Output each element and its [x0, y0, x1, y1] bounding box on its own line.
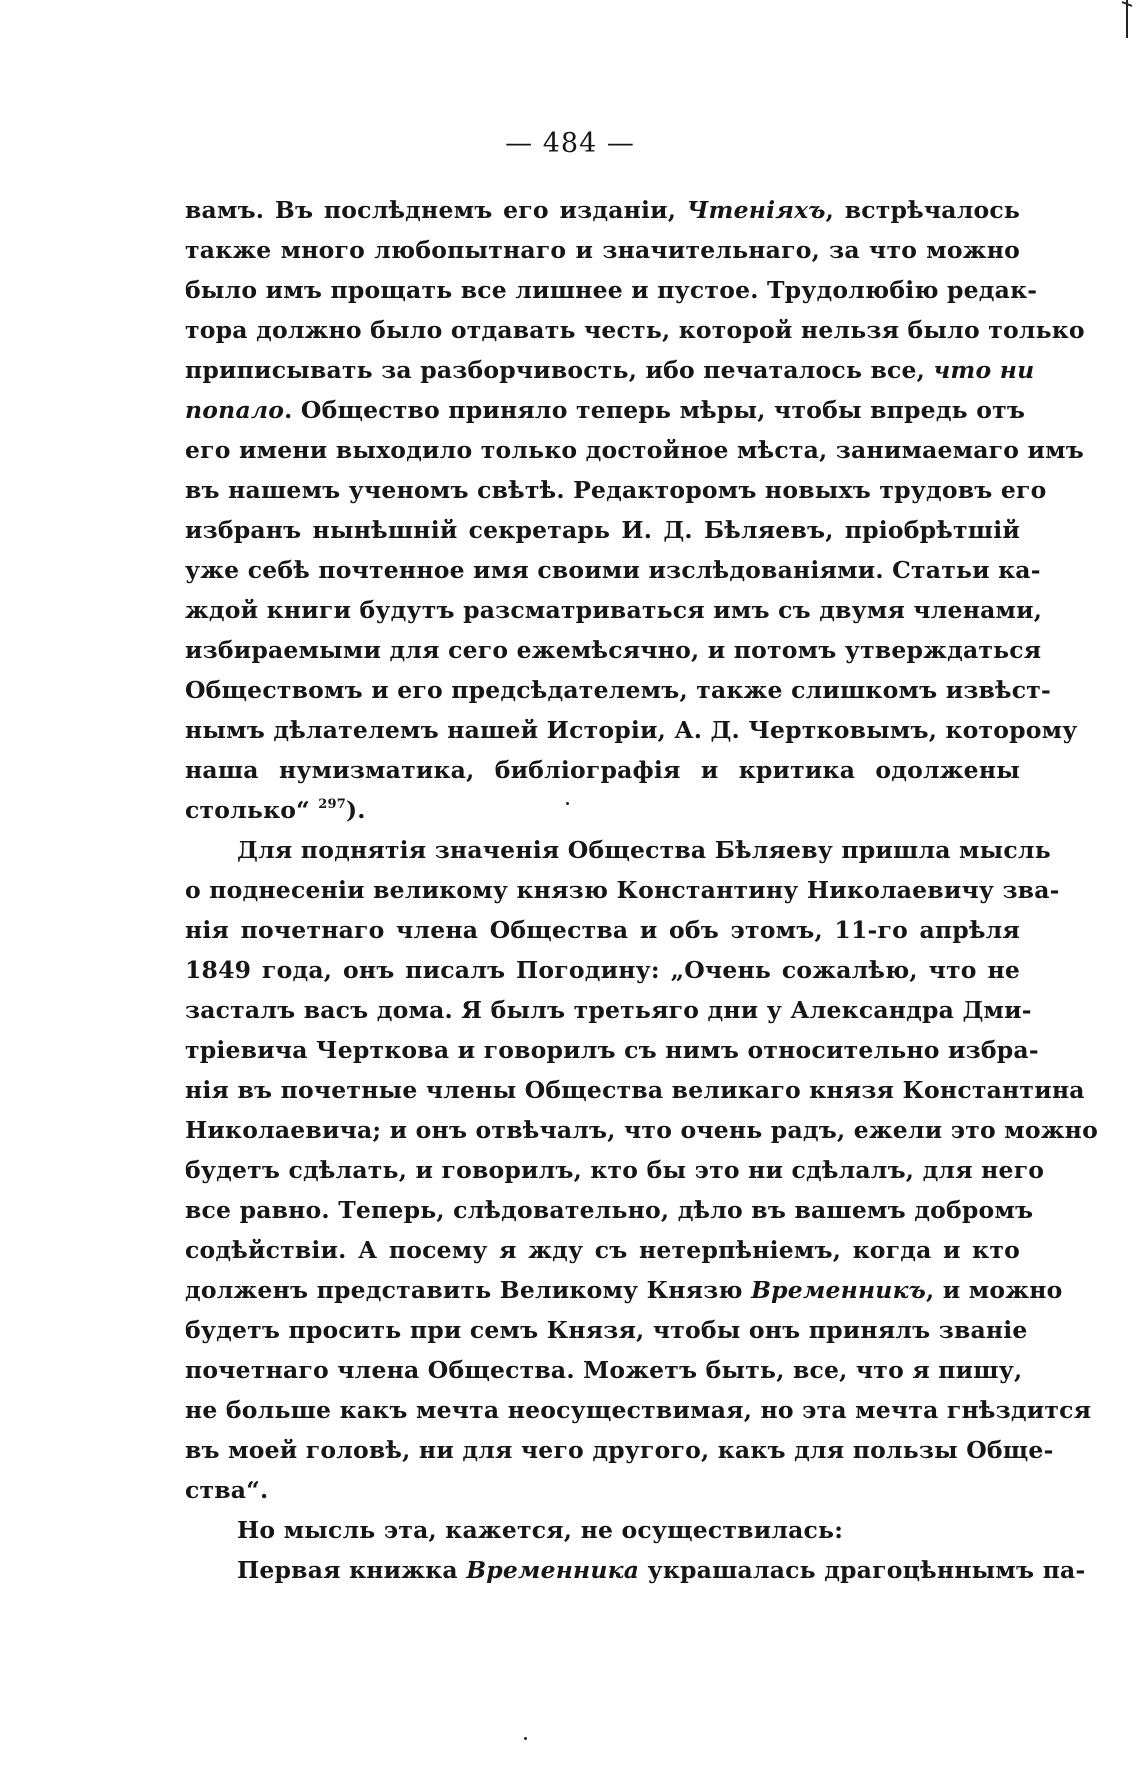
text-line: нія почетнаго члена Общества и объ этомъ, 11-го апрѣля: [185, 916, 1020, 944]
text-line: въ моей головѣ, ни для чего другого, какъ для пользы Обще-: [185, 1436, 1054, 1464]
text-line: не больше какъ мечта неосуществимая, но эта мечта гнѣздится: [185, 1396, 1092, 1424]
text-line: Обществомъ и его предсѣдателемъ, также слишкомъ извѣст-: [185, 676, 1051, 704]
text-line: Для поднятія значенія Общества Бѣляеву пришла мысль: [237, 836, 1051, 864]
scan-artifact-icon: [1120, 0, 1134, 40]
text-line: нія въ почетные члены Общества великаго князя Константина: [185, 1076, 1085, 1104]
text-line: Первая книжка Временника украшалась драгоцѣннымъ па-: [237, 1556, 1086, 1584]
text-line: тріевича Черткова и говорилъ съ нимъ относительно избра-: [185, 1036, 1039, 1064]
text-line: его имени выходило только достойное мѣста, занимаемаго имъ: [185, 436, 1085, 464]
text-line: будетъ сдѣлать, и говорилъ, кто бы это ни сдѣлалъ, для него: [185, 1156, 1045, 1184]
body-text: [185, 190, 1098, 1590]
text-line: Но мысль эта, кажется, не осуществилась:: [237, 1516, 844, 1544]
text-line: засталъ васъ дома. Я былъ третьяго дни у Александра Дми-: [185, 996, 1032, 1024]
text-line: вамъ. Въ послѣднемъ его изданіи, Чтеніяхъ, встрѣчалось: [185, 196, 1021, 224]
text-line: въ нашемъ ученомъ свѣтѣ. Редакторомъ новыхъ трудовъ его: [185, 476, 1047, 504]
text-line: Николаевича; и онъ отвѣчалъ, что очень радъ, ежели это можно: [185, 1116, 1098, 1144]
text-line: избранъ нынѣшній секретарь И. Д. Бѣляевъ, пріобрѣтшій: [185, 516, 1020, 544]
text-line: было имъ прощать все лишнее и пустое. Трудолюбію редак-: [185, 276, 1038, 304]
text-line: также много любопытнаго и значительнаго, за что можно: [185, 236, 1020, 264]
text-line: будетъ просить при семъ Князя, чтобы онъ принялъ званіе: [185, 1316, 1028, 1344]
scan-speck: [524, 1737, 527, 1740]
text-line: все равно. Теперь, слѣдовательно, дѣло въ вашемъ добромъ: [185, 1196, 1034, 1224]
text-line: содѣйствіи. А посему я жду съ нетерпѣніемъ, когда и кто: [185, 1236, 1020, 1264]
text-line: нымъ дѣлателемъ нашей Исторіи, А. Д. Чертковымъ, которому: [185, 716, 1078, 744]
text-line: тора должно было отдавать честь, которой нельзя было только: [185, 316, 1085, 344]
text-line: попало. Общество приняло теперь мѣры, чтобы впредь отъ: [185, 396, 1026, 424]
text-line: долженъ представить Великому Князю Временникъ, и можно: [185, 1276, 1063, 1304]
text-line: почетнаго члена Общества. Можетъ быть, все, что я пишу,: [185, 1356, 1023, 1384]
text-line: приписывать за разборчивость, ибо печаталось все, что ни: [185, 356, 1035, 384]
text-line: наша нумизматика, библіографія и критика одолжены: [185, 756, 1020, 784]
text-line: о поднесеніи великому князю Константину Николаевичу зва-: [185, 876, 1060, 904]
scan-speck: [566, 802, 569, 805]
page-number: — 484 —: [505, 128, 635, 159]
text-line: ждой книги будутъ разсматриваться имъ съ двумя членами,: [185, 596, 1043, 624]
text-line: ства“.: [185, 1476, 269, 1504]
text-line: столько“ $^{297}$).: [185, 796, 366, 824]
text-line: уже себѣ почтенное имя своими изслѣдованіями. Статьи ка-: [185, 556, 1041, 584]
text-line: 1849 года, онъ писалъ Погодину: „Очень сожалѣю, что не: [185, 956, 1020, 984]
text-line: избираемыми для сего ежемѣсячно, и потомъ утверждаться: [185, 636, 1042, 664]
